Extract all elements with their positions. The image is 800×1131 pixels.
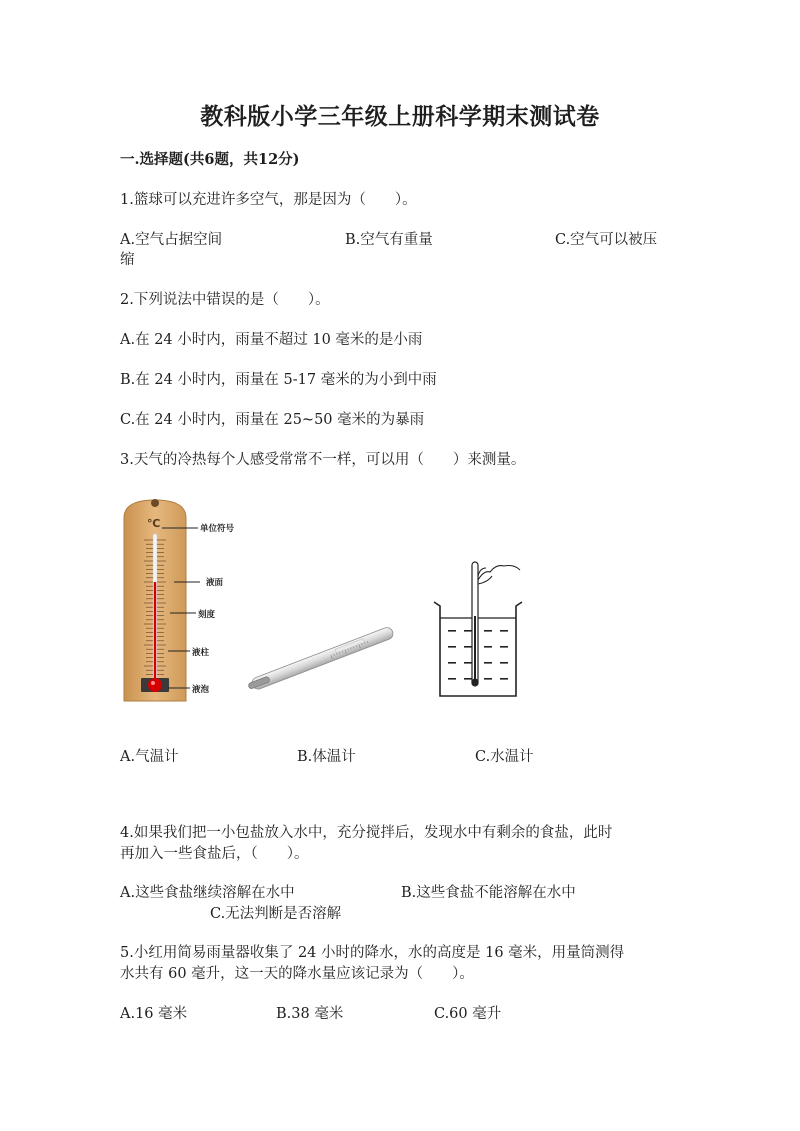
question-5-option-c: C.60 毫升 <box>434 1006 502 1022</box>
question-4-option-c: C.无法判断是否溶解 <box>210 906 342 922</box>
page-title: 教科版小学三年级上册科学期末测试卷 <box>200 103 600 130</box>
unit-symbol: ℃ <box>147 517 161 530</box>
question-4-stem-line-2: 再加入一些食盐后，（ ）。 <box>120 846 309 862</box>
label-liquid-surface: 液面 <box>206 578 224 588</box>
question-5-stem-line-2: 水共有 60 毫升，这一天的降水量应该记录为（ ）。 <box>120 966 474 982</box>
question-3-option-a: A.气温计 <box>120 749 179 765</box>
question-1-option-a: A.空气占据空间 <box>120 232 223 248</box>
body-thermometer-figure <box>244 624 398 696</box>
question-1-option-c: C.空气可以被压 <box>555 232 658 248</box>
question-3-option-b: B.体温计 <box>297 749 356 765</box>
question-1-option-c-wrap: 缩 <box>120 252 135 268</box>
question-4-stem-line-1: 4.如果我们把一小包盐放入水中，充分搅拌后，发现水中有剩余的食盐，此时 <box>120 825 613 841</box>
label-pointers <box>160 520 202 700</box>
question-3-option-c: C.水温计 <box>475 749 534 765</box>
label-liquid-column: 液柱 <box>192 648 210 658</box>
question-1-option-b: B.空气有重量 <box>345 232 433 248</box>
question-1-stem: 1.篮球可以充进许多空气，那是因为（ ）。 <box>120 192 417 208</box>
question-2-stem: 2.下列说法中错误的是（ ）。 <box>120 292 330 308</box>
label-bulb: 液泡 <box>192 685 210 695</box>
question-2-option-b: B.在 24 小时内，雨量在 5-17 毫米的为小到中雨 <box>120 372 437 388</box>
label-unit-symbol: 单位符号 <box>200 524 235 534</box>
question-2-option-a: A.在 24 小时内，雨量不超过 10 毫米的是小雨 <box>120 332 423 348</box>
label-scale: 刻度 <box>198 610 216 620</box>
question-3-stem: 3.天气的冷热每个人感受常常不一样，可以用（ ）来测量。 <box>120 452 526 468</box>
question-5-option-a: A.16 毫米 <box>120 1006 188 1022</box>
question-5-option-b: B.38 毫米 <box>276 1006 344 1022</box>
question-2-option-c: C.在 24 小时内，雨量在 25~50 毫米的为暴雨 <box>120 412 425 428</box>
question-5-stem-line-1: 5.小红用简易雨量器收集了 24 小时的降水，水的高度是 16 毫米，用量筒测得 <box>120 945 625 961</box>
water-thermometer-figure <box>430 556 526 698</box>
question-4-option-b: B.这些食盐不能溶解在水中 <box>401 885 576 901</box>
section-heading: 一.选择题(共6题，共12分) <box>120 151 300 168</box>
question-4-option-a: A.这些食盐继续溶解在水中 <box>120 885 295 901</box>
